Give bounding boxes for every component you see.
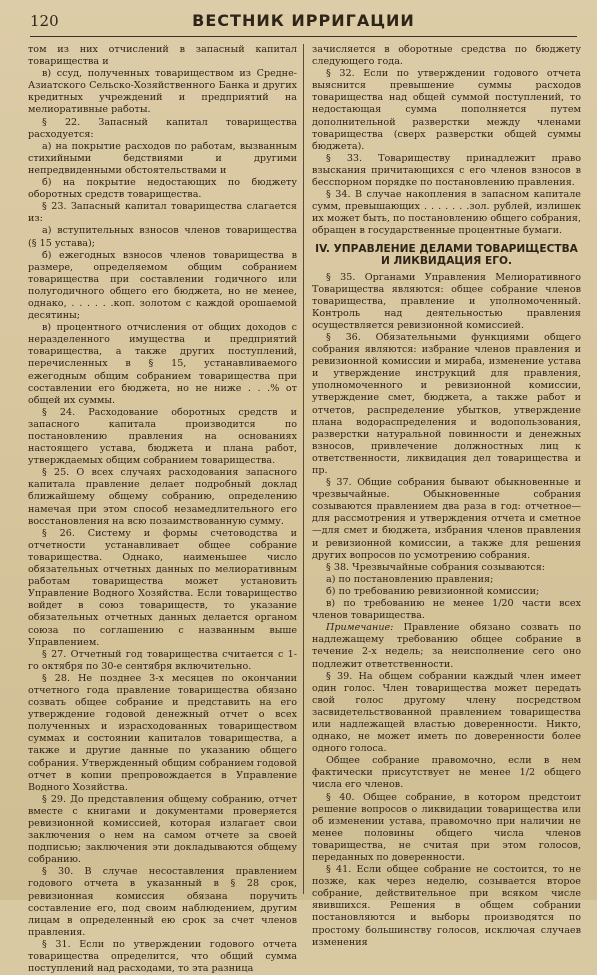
text-paragraph: § 22. Запасный капитал товарищества расходуется: (28, 116, 297, 140)
note-paragraph (312, 622, 581, 670)
text-paragraph: в) ссуд, полученных товариществом из Средне-Азиатского Сельско-Хозяйственного Банка и других кредитных учреждений и предприятий на мелиоративные работы. (28, 68, 297, 116)
text-paragraph: § 27. Отчетный год товарищества считается с 1-го октября по 30-е сентября включительно. (28, 648, 297, 672)
text-paragraph: в) по требованию не менее 1/20 части всех членов товарищества. (312, 598, 581, 622)
text-paragraph: § 30. В случае несоставления правлением годового отчета в указанный в § 28 срок, ревизионная комиссия обязана поручить составление его, под своим наблюдением, другим лицам в определенный ею срок за счет членов правления. (28, 866, 297, 938)
text-columns (28, 44, 581, 975)
page-header (30, 10, 577, 37)
text-paragraph: в) процентного отчисления от общих доходов с неразделенного имущества и предприятий товарищества, а также других поступлений, перечисленных в § 15, устанавливаемого ежегодным общим собранием товарищества при составлении его бюджета, но не ниже . . .% от общей их суммы. (28, 322, 297, 406)
text-paragraph: § 29. До представления общему собранию, отчет вместе с книгами и документами проверяется ревизионной комиссией, которая излагает свои заключения о нем на самом отчете за своей подписью; заключения эти докладываются общему собранию. (28, 793, 297, 866)
text-paragraph: § 36. Обязательными функциями общего собрания являются: избрание членов правления и ревизионной комиссии и мираба, изменение устава и утверждение инструкций для правления, уполномоченного и ревизионной комиссии, утверждение смет, бюджета, а также работ и отчетов, распределение убытков, утверждение плана водораспределения и водопользования, разверстки натуральной повинности и денежных взносов, привлечение должностных лиц к ответственности, ликвидация дел товарищества и пр. (312, 331, 581, 476)
text-paragraph: б) по требованию ревизионной комиссии; (326, 585, 540, 597)
text-paragraph: § 35. Органами Управления Мелиоративного Товарищества являются: общее собрание членов товарищества, правление и уполномоченный. Контроль над деятельностью правления осуществляется ревизионной комиссией. (312, 271, 581, 331)
text-paragraph: § 38. Чрезвычайные собрания созываются: (326, 561, 546, 573)
text-paragraph: § 33. Товариществу принадлежит право взыскания причитающихся с его членов взносов в бесспорном порядке по постановлению правления. (312, 152, 581, 189)
text-paragraph: зачисляется в оборотные средства по бюджету следующего года. (312, 44, 581, 68)
page-number: 120 (30, 12, 59, 30)
text-paragraph: а) на покрытие расходов по работам, вызванным стихийными бедствиями и другими непредвиденными обстоятельствами и (28, 140, 297, 176)
text-paragraph: § 26. Систему и формы счетоводства и отчетности устанавливает общее собрание товарищества. Однако, наименьшее число обязательных отчетных данных по мелиоративным работам товарищества может установить Управление Водного Хозяйства. Если товарищество войдет в союз товариществ, то указание обязательных отчетных данных делается органом союза по соглашению с названным выше Управлением. (28, 527, 297, 648)
left-column (28, 44, 304, 975)
section-heading: IV. УПРАВЛЕНИЕ ДЕЛАМИ ТОВАРИЩЕСТВА И ЛИКВИДАЦИЯ ЕГО. (315, 242, 578, 267)
text-paragraph: § 39. На общем собрании каждый член имеет один голос. Член товарищества может передать свой голос другому члену посредством засвидетельствованной правлением товарищества или надлежащей властью доверенности. Никто, однако, не может иметь по доверенности более одного голоса. (312, 670, 581, 755)
text-paragraph: б) ежегодных взносов членов товарищества в размере, определяемом общим собранием товарищества при составлении годичного или полугодичного общего его бюджета, но не менее, однако, . . . . . .коп. золотом с каждой орошаемой десятины; (28, 249, 297, 322)
note-label: Примечание: (326, 622, 394, 634)
text-paragraph: § 40. Общее собрание, в котором предстоит решение вопросов о ликвидации товарищества или об изменении устава, правомочно при наличии не менее половины общего числа членов товарищества, не считая при этом голосов, переданных по доверенности. (312, 791, 581, 863)
text-paragraph: а) вступительных взносов членов товарищества (§ 15 устава); (28, 225, 297, 249)
text-paragraph: § 24. Расходование оборотных средств и запасного капитала производится по постановлению правления на основаниях настоящего устава, бюджета и плана работ, утверждаемых общим собранием товарищества. (28, 406, 297, 467)
text-paragraph: § 31. Если по утверждении годового отчета товарищества определится, что общий сумма поступлений над расходами, то эта разница (28, 938, 297, 975)
text-paragraph: Общее собрание правомочно, если в нем фактически присутствует не менее 1/2 общего числа его членов. (312, 755, 581, 791)
text-paragraph: § 32. Если по утверждении годового отчета выяснится превышение суммы расходов товарищества над общей суммой поступлений, то недостающая сумма пополняется путем дополнительной разверстки между членами товарищества (сверх разверстки общей суммы бюджета). (312, 68, 581, 152)
text-paragraph: § 23. Запасный капитал товарищества слагается из: (28, 201, 297, 225)
right-column (312, 44, 581, 948)
text-paragraph: б) на покрытие недостающих по бюджету оборотных средств товарищества. (28, 177, 297, 201)
text-paragraph: § 41. Если общее собрание не состоится, то не позже, как через неделю, созывается второе собрание, действительное при всяком числе явившихся. Решения в общем собрании постановляются и выборы производятся по простому большинству голосов, исключая случаев изменения (312, 864, 581, 948)
note-text: Правление обязано созвать по надлежащему требованию общее собрание в течение 2-х недель; за неисполнение сего оно подлежит ответственности. (312, 622, 581, 670)
text-paragraph: § 25. О всех случаях расходования запасного капитала правление делает подробный доклад ближайшему общему собранию, определению намечая при этом способ незамедлительного его восстановления на всю позаимствованную сумму. (28, 467, 297, 527)
text-paragraph: § 34. В случае накопления в запасном капитале сумм, превышающих . . . . . . .зол. рублей, излишек их может быть, по постановлению общего собрания, обращен в государственные процентные бумаги. (312, 189, 581, 237)
text-paragraph: том из них отчислений в запасный капитал товарищества и (28, 44, 297, 68)
running-title: ВЕСТНИК ИРРИГАЦИИ (192, 11, 415, 30)
text-paragraph: а) по постановлению правления; (326, 573, 494, 585)
text-paragraph: § 37. Общие собрания бывают обыкновенные и чрезвычайные. Обыкновенные собрания созываются правлением два раза в год: отчетное— для рассмотрения и утверждения отчета и сметное—для смет и бюджета, избрания членов правления и ревизионной комиссии, а также для решения других вопросов по усмотрению собрания. (312, 477, 581, 561)
text-paragraph: § 28. Не позднее 3-х месяцев по окончании отчетного года правление товарищества обязано созвать общее собрание и представить на его утверждение годовой денежный отчет о всех полученных и израсходованных товариществом суммах и состоянии капиталов товарищества, а также и другие данные по указанию общего собрания. Утвержденный общим собранием годовой отчет в копии препровождается в Управление Водного Хозяйства. (28, 672, 297, 793)
